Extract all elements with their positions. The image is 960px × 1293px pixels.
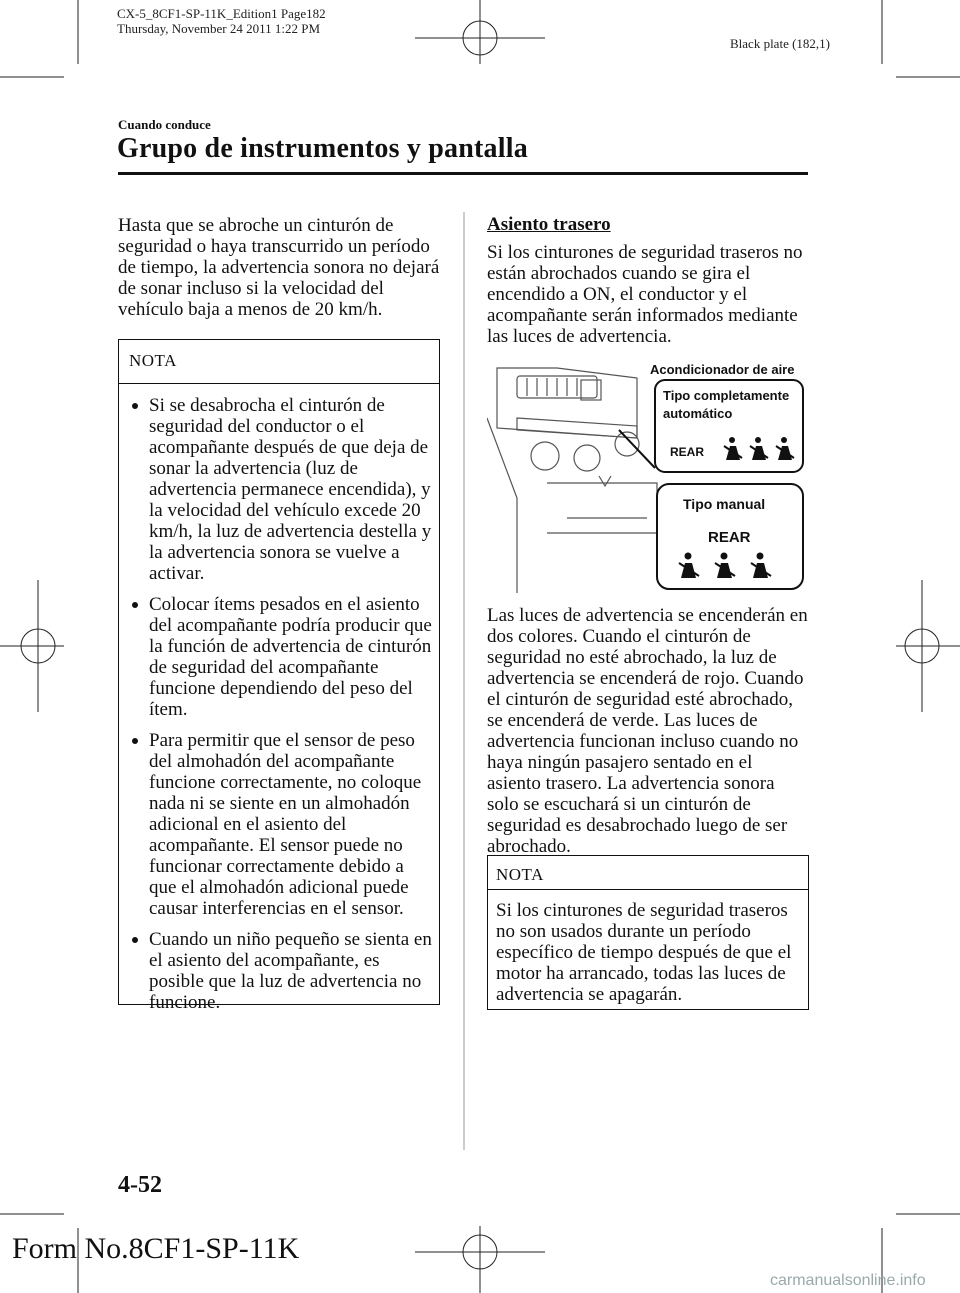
left-intro-paragraph: Hasta que se abroche un cinturón de seguridad o haya transcurrido un período de tiempo, la advertencia sonora no dejará de sonar incluso si la velocidad del vehículo baja a menos de 20 km/h.: [118, 215, 440, 320]
registration-circle: [463, 21, 497, 55]
note-item-text: Si se desabrocha el cinturón de seguridad del conductor o el acompañante después de que deja de sonar la advertencia (luz de advertencia permanece encendida), y la velocidad del vehículo excede 20 km/h, la luz de advertencia destella y la advertencia sonora se vuelve a activar.: [149, 395, 432, 584]
print-plate: Black plate (182,1): [730, 36, 830, 51]
right-note-box: [487, 855, 809, 1010]
bullet-icon: [132, 602, 138, 608]
left-note-list: [127, 395, 433, 1023]
rear-seat-subheading: Asiento trasero: [487, 214, 611, 235]
page-number: 4-52: [118, 1172, 162, 1198]
seatbelt-icon: [724, 437, 794, 460]
bullet-icon: [132, 403, 138, 409]
ac-label: Acondicionador de aire: [650, 362, 795, 377]
print-date-line: Thursday, November 24 2011 1:22 PM: [117, 21, 321, 36]
right-note-title: NOTA: [496, 865, 544, 884]
list-item: [127, 929, 433, 1013]
rear-manual-label: REAR: [708, 529, 751, 546]
storage-outline: [547, 483, 657, 533]
rear-auto-label: REAR: [670, 445, 705, 459]
knob-outline: [531, 442, 559, 470]
title-rule: [118, 172, 808, 175]
right-intro-paragraph: Si los cinturones de seguridad traseros no están abrochados cuando se gira el encendido a ON, el conductor y el acompañante serán informados mediante las luces de advertencia.: [487, 242, 803, 347]
bullet-icon: [132, 738, 138, 744]
console-edge: [487, 418, 517, 593]
right-note-text: Si los cinturones de seguridad traseros no son usados durante un período específico de tiempo después de que el motor ha arrancado, todas las luces de advertencia se apagarán.: [496, 900, 792, 1005]
hazard-switch: [581, 380, 601, 400]
page-title: Grupo de instrumentos y pantalla: [117, 133, 528, 164]
list-item: [127, 730, 433, 919]
registration-circle: [905, 629, 939, 663]
manual-label: Tipo manual: [683, 496, 766, 512]
section-label: Cuando conduce: [118, 117, 211, 132]
registration-circle: [463, 1235, 497, 1269]
note-item-text: Cuando un niño pequeño se sienta en el asiento del acompañante, es posible que la luz de advertencia no funcione.: [149, 929, 432, 1013]
knob-outline: [574, 445, 600, 471]
auto-label-line2: automático: [663, 406, 733, 421]
right-body-paragraph: Las luces de advertencia se encenderán en dos colores. Cuando el cinturón de seguridad no esté abrochado, la luz de advertencia se encenderá de rojo. Cuando el cinturón de seguridad esté abrochado, se encenderá de verde. Las luces de advertencia funcionan incluso cuando no haya ningún pasajero sentado en el asiento trasero. La advertencia sonora solo se escuchará si un cinturón de seguridad es desabrochado luego de ser abrochado.: [487, 605, 808, 857]
left-note-title: NOTA: [129, 351, 177, 370]
left-note-divider: [119, 383, 439, 384]
print-file-line: CX-5_8CF1-SP-11K_Edition1 Page182: [117, 6, 326, 21]
right-note-divider: [488, 889, 808, 890]
list-item: [127, 395, 433, 584]
note-item-text: Para permitir que el sensor de peso del almohadón del acompañante funcione correctamente, no coloque nada ni se siente en un almohadón adicional en el asiento del acompañante. El sensor puede no funcionar correctamente debido a que el almohadón adicional puede causar interferencias en el sensor.: [149, 730, 422, 919]
form-number: Form No.8CF1-SP-11K: [12, 1232, 300, 1265]
left-note-box: [118, 339, 440, 1013]
note-item-text: Colocar ítems pesados en el asiento del acompañante podría producir que la función de advertencia de cinturón de seguridad del acompañante funcione dependiendo del peso del ítem.: [149, 594, 432, 720]
auto-label-line1: Tipo completamente: [663, 388, 790, 403]
bullet-icon: [132, 937, 138, 943]
watermark: carmanualsonline.info: [770, 1272, 926, 1289]
registration-circle: [21, 629, 55, 663]
knob-outline: [615, 432, 639, 456]
rear-seatbelt-diagram: [487, 358, 809, 593]
list-item: [127, 594, 433, 720]
